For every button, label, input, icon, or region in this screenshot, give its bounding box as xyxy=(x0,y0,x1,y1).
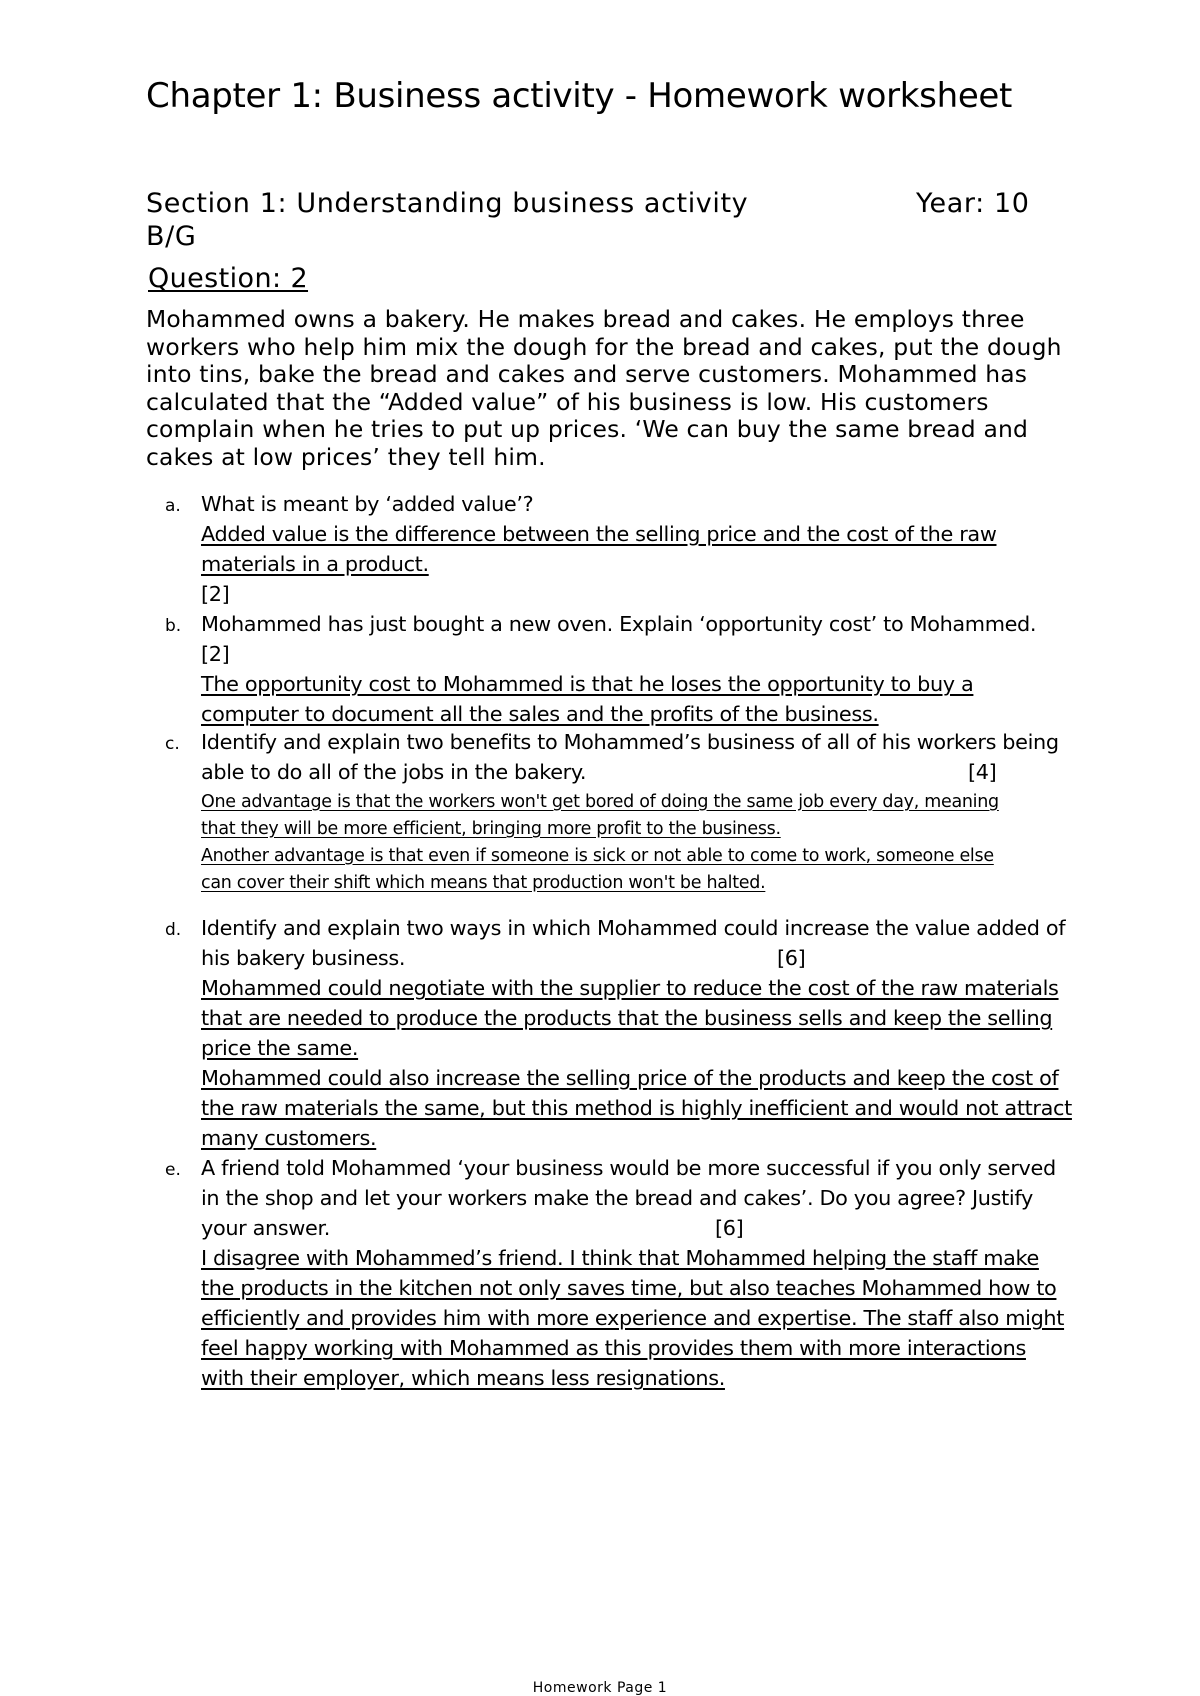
item-question: A friend told Mohammed ‘your business would be more successful if you only served xyxy=(201,1156,1056,1180)
item-marks: [6] xyxy=(777,946,806,970)
item-answer: One advantage is that the workers won't get bored of doing the same job every day, meaning xyxy=(201,792,999,812)
question-number: Question: 2 xyxy=(148,263,309,294)
item-answer: can cover their shift which means that production won't be halted. xyxy=(201,873,766,893)
scenario-line: cakes at low prices’ they tell him. xyxy=(146,442,546,471)
item-answer: efficiently and provides him with more experience and expertise. The staff also might xyxy=(201,1306,1065,1330)
item-answer: that they will be more efficient, bringing more profit to the business. xyxy=(201,819,781,839)
item-answer: Added value is the difference between the selling price and the cost of the raw xyxy=(201,522,997,546)
item-answer: computer to document all the sales and the profits of the business. xyxy=(201,702,879,726)
item-answer: price the same. xyxy=(201,1036,359,1060)
year-label: Year: 10 xyxy=(916,188,1030,219)
item-answer: Mohammed could negotiate with the supplier to reduce the cost of the raw materials xyxy=(201,976,1059,1000)
item-question: in the shop and let your workers make the bread and cakes’. Do you agree? Justify xyxy=(201,1186,1033,1210)
item-answer: with their employer, which means less resignations. xyxy=(201,1366,725,1390)
item-answer: Mohammed could also increase the selling price of the products and keep the cost of xyxy=(201,1066,1059,1090)
item-letter: e. xyxy=(165,1160,181,1180)
section-heading xyxy=(146,188,1046,219)
class-label: B/G xyxy=(146,221,197,252)
item-answer: many customers. xyxy=(201,1126,377,1150)
item-question: Mohammed has just bought a new oven. Explain ‘opportunity cost’ to Mohammed. xyxy=(201,612,1037,636)
item-answer: feel happy working with Mohammed as this provides them with more interactions xyxy=(201,1336,1026,1360)
item-letter: a. xyxy=(165,496,181,516)
page-footer: Homework Page 1 xyxy=(532,1680,668,1696)
item-marks: [2] xyxy=(201,642,230,666)
scenario-line: Mohammed owns a bakery. He makes bread and cakes. He employs three xyxy=(146,305,1025,333)
scenario-line: into tins, bake the bread and cakes and serve customers. Mohammed has xyxy=(146,360,1028,388)
item-marks: [2] xyxy=(201,582,230,606)
item-question: Identify and explain two ways in which Mohammed could increase the value added of xyxy=(201,916,1066,940)
page-title: Chapter 1: Business activity - Homework worksheet xyxy=(146,76,1013,116)
item-marks: [6] xyxy=(715,1216,744,1240)
item-question: able to do all of the jobs in the bakery. xyxy=(201,760,587,784)
scenario-line: calculated that the “Added value” of his business is low. His customers xyxy=(146,387,989,416)
item-answer: Another advantage is that even if someone is sick or not able to come to work, someone else xyxy=(201,846,994,866)
item-answer: materials in a product. xyxy=(201,552,429,576)
item-letter: d. xyxy=(165,920,182,940)
item-letter: c. xyxy=(165,734,180,754)
item-letter: b. xyxy=(165,616,182,636)
scenario-line: workers who help him mix the dough for the bread and cakes, put the dough xyxy=(146,332,1062,361)
item-answer: the products in the kitchen not only saves time, but also teaches Mohammed how to xyxy=(201,1276,1057,1300)
item-answer: that are needed to produce the products that the business sells and keep the selling xyxy=(201,1006,1053,1030)
item-marks: [4] xyxy=(968,760,997,784)
section-label: Section 1: Understanding business activity xyxy=(146,188,749,219)
scenario-paragraph xyxy=(146,306,1066,471)
item-question: your answer. xyxy=(201,1216,330,1240)
scenario-line: complain when he tries to put up prices. ‘We can buy the same bread and xyxy=(146,415,1029,443)
item-answer: The opportunity cost to Mohammed is that he loses the opportunity to buy a xyxy=(201,672,974,696)
item-question: Identify and explain two benefits to Mohammed’s business of all of his workers being xyxy=(201,730,1059,754)
item-question: his bakery business. xyxy=(201,946,406,970)
item-question: What is meant by ‘added value’? xyxy=(201,492,534,516)
item-answer: I disagree with Mohammed’s friend. I think that Mohammed helping the staff make xyxy=(201,1246,1039,1270)
item-answer: the raw materials the same, but this method is highly inefficient and would not attract xyxy=(201,1096,1072,1120)
